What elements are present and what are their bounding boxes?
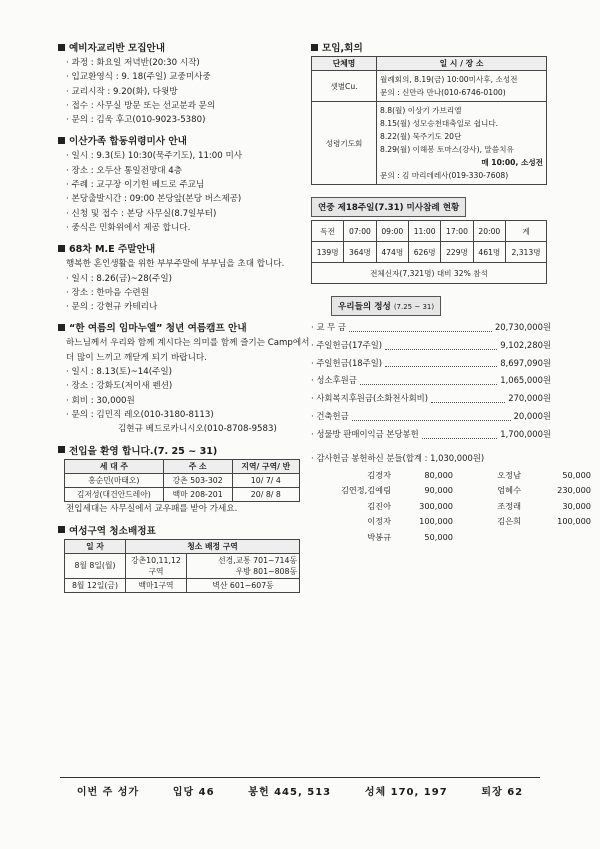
donor-name: 이정자 (367, 516, 391, 527)
section-title: 연중 제18주일(7.31) 미사참례 현황 (311, 197, 466, 217)
square-bullet-icon (58, 137, 65, 144)
list-item: · 일시 : 8.26(금)~28(주일) (66, 272, 310, 286)
fund-label: · 주일헌금(18주일) (311, 355, 382, 373)
table-cell-line: 선경,교통 701~714동 (218, 555, 297, 565)
list-item (311, 530, 453, 546)
donor-amount: 80,000 (424, 469, 453, 480)
donor-name: 김경자 (367, 469, 391, 480)
left-column (58, 40, 310, 599)
hymn-communion: 성체 170, 197 (364, 787, 448, 798)
square-bullet-icon (58, 446, 65, 453)
list-item (311, 408, 551, 426)
fund-amount: 1,700,000원 (500, 428, 551, 439)
table-cell: 백마1구역 (126, 578, 187, 592)
new-parishioners (58, 443, 310, 517)
group-name: 셋별Cu. (312, 71, 377, 102)
list-item: · 교리시작 : 9.20(화), 다윗방 (66, 85, 310, 99)
table-row (65, 473, 300, 487)
fund-amount: 8,697,090원 (500, 357, 551, 368)
hymn-offertory: 봉헌 445, 513 (248, 787, 332, 798)
list-item (461, 514, 591, 530)
square-bullet-icon (58, 526, 65, 533)
table-cell-line: 우방 801~808동 (235, 566, 297, 576)
meetings-table (311, 56, 547, 185)
list-item: · 주례 : 교구장 이기헌 베드로 주교님 (66, 178, 310, 192)
list-item (311, 337, 551, 355)
youth-camp-notice (58, 320, 310, 436)
table-cell: 474명 (376, 242, 408, 263)
section-title: 이산가족 합동위령미사 안내 (69, 136, 187, 148)
catechumen-notice (58, 40, 310, 127)
attendance-summary: 전체신자(7,321명) 대비 32% 참석 (312, 263, 547, 284)
list-item: · 문의 : 김민직 레오(010-3180-8113) (66, 408, 310, 422)
table-cell: 139명 (312, 242, 344, 263)
hymn-recessional: 퇴장 62 (481, 787, 524, 798)
list-item (311, 372, 551, 390)
memorial-mass-notice (58, 133, 310, 235)
list-item (311, 483, 453, 499)
meeting-line: 8.8(월) 이상기 가브리엘 (380, 106, 462, 115)
table-cell: 홍순민(마태오) (65, 473, 164, 487)
donor-name: 김연정,김예림 (340, 485, 391, 496)
list-item: · 입교환영식 : 9. 18(주일) 교중미사중 (66, 70, 310, 84)
meeting-line: 8.15(월) 성모승천대축일로 쉽니다. (380, 119, 499, 128)
fund-amount: 9,102,280원 (500, 339, 551, 350)
list-item (311, 468, 453, 484)
thanks-offerings (311, 452, 591, 548)
group-name: 성령기도회 (312, 102, 377, 185)
fund-label: · 성소후원금 (311, 372, 357, 390)
fund-label: · 교 무 금 (311, 319, 346, 337)
table-row (65, 487, 300, 501)
hymn-footer (60, 783, 540, 798)
list-item (311, 514, 453, 530)
table-cell: 10/ 7/ 4 (232, 473, 299, 487)
column-header: 일 자 (65, 539, 126, 553)
cleaning-schedule (58, 523, 310, 593)
donor-amount: 50,000 (424, 531, 453, 542)
donor-name: 박봉규 (367, 531, 391, 542)
table-cell: 229명 (441, 242, 473, 263)
contact-line: 김현규 베드로카니시오(010-8708-9583) (118, 424, 277, 435)
table-cell: 20/ 8/ 8 (232, 487, 299, 501)
section-title: 전입을 환영 합니다.(7. 25 ~ 31) (69, 445, 218, 457)
column-header: 독전 (312, 221, 344, 242)
square-bullet-icon (58, 324, 65, 331)
square-bullet-icon (311, 44, 318, 51)
section-title: 여성구역 청소배정표 (69, 525, 156, 537)
hymn-entrance: 입당 46 (172, 787, 215, 798)
section-title: 68차 M.E 주말안내 (69, 244, 156, 256)
list-item (461, 499, 591, 515)
table-cell: 벽산 601~607동 (187, 578, 300, 592)
table-cell: 김저성(대건안드레아) (65, 487, 164, 501)
table-cell: 강촌10,11,12 구역 (126, 553, 187, 578)
donor-name: 엄혜수 (497, 485, 521, 496)
column-header: 20:00 (473, 221, 505, 242)
column-header: 09:00 (376, 221, 408, 242)
table-cell: 364명 (344, 242, 376, 263)
donor-amount: 50,000 (562, 469, 591, 480)
donor-amount: 230,000 (557, 485, 591, 496)
fund-amount: 20,000원 (513, 410, 551, 421)
section-title: “한 여름의 임마누엘” 청년 여름캠프 안내 (69, 323, 247, 335)
donor-name: 조정래 (497, 500, 521, 511)
table-row (312, 102, 547, 185)
table-cell: 강촌 503-302 (163, 473, 232, 487)
table-cell: 8월 8일(월) (65, 553, 126, 578)
fund-amount: 20,730,000원 (494, 322, 551, 332)
list-item: · 장소 : 오두산 통일전망대 4층 (66, 164, 310, 178)
section-title: 모임,회의 (322, 43, 363, 54)
list-item: · 장소 : 한마음 수련원 (66, 286, 310, 300)
square-bullet-icon (58, 44, 65, 51)
fund-label: · 건축헌금 (311, 408, 349, 426)
table-row (65, 553, 300, 578)
list-item: · 접수 : 사무실 방문 또는 선교분과 문의 (66, 99, 310, 113)
list-item: · 일시 : 8.13(토)~14(주일) (66, 365, 310, 379)
attendance-table (311, 220, 547, 284)
list-item: · 장소 : 강화도(저이새 펜션) (66, 379, 310, 393)
thanks-heading: · 감사헌금 봉헌하신 분들(합계 : 1,030,000원) (311, 452, 485, 463)
column-header: 주 소 (163, 459, 232, 473)
list-item (311, 390, 551, 408)
table-row (312, 242, 547, 263)
meetings-section (311, 40, 551, 185)
table-row (65, 578, 300, 592)
fund-label: · 사회복지후원금(소화천사회비) (311, 390, 428, 408)
square-bullet-icon (58, 245, 65, 252)
column-header: 11:00 (408, 221, 440, 242)
donor-amount: 90,000 (424, 485, 453, 496)
list-item (461, 483, 591, 499)
donor-name: 김은희 (497, 516, 521, 527)
table-cell: 백마 208-201 (163, 487, 232, 501)
donor-amount: 30,000 (562, 500, 591, 511)
list-item: · 문의 : 강현규 카테리나 (66, 300, 310, 314)
section-title: 우리들의 정성 (338, 302, 391, 312)
column-header: 청소 배정 구역 (126, 539, 300, 553)
footer-divider (60, 777, 540, 778)
list-item (311, 319, 551, 337)
new-parishioners-table (64, 459, 300, 502)
fund-amount: 270,000원 (508, 393, 551, 404)
me-weekend-notice (58, 241, 310, 314)
section-intro: 하느님께서 우리와 함께 계시다는 의미를 함께 즐기는 Camp에서 더 많이 느끼고 깨닫게 되기 바랍니다. (66, 338, 310, 363)
section-title: 예비자교리반 모집안내 (69, 43, 166, 54)
fund-label: · 주일헌금(17주일) (311, 337, 382, 355)
meeting-line: 월례회의, 8.19(금) 10:00미사후, 소성전 (380, 75, 518, 84)
column-header: 지역/ 구역/ 반 (232, 459, 299, 473)
column-header: 일 시 / 장 소 (377, 57, 547, 71)
column-header: 세 대 주 (65, 459, 164, 473)
section-period: (7.25 ~ 31) (393, 303, 435, 311)
table-cell: 8월 12일(금) (65, 578, 126, 592)
meeting-line: 문의 : 신만라 만나(010-6746-0100) (380, 88, 506, 97)
donor-amount: 300,000 (419, 500, 453, 511)
list-item: · 일시 : 9.3(토) 10:30(묵주기도), 11:00 미사 (66, 149, 310, 163)
list-item (461, 468, 591, 484)
table-cell: 2,313명 (506, 242, 547, 263)
right-column (311, 40, 591, 554)
table-row (312, 263, 547, 284)
cleaning-table (64, 539, 300, 593)
meeting-time: 매 10:00, 소성전 (481, 158, 543, 167)
list-item: · 회비 : 30,000원 (66, 394, 310, 408)
section-title-box (331, 296, 441, 316)
table-note: 전입세대는 사무실에서 교우패를 받아 가세요. (66, 503, 238, 514)
footer-label: 이번 주 성가 (76, 787, 140, 798)
list-item (311, 426, 551, 444)
list-item: · 본당출발시간 : 09:00 본당앞(본당 버스제공) (66, 192, 310, 206)
donor-name: 오정남 (497, 469, 521, 480)
donor-amount: 100,000 (557, 516, 591, 527)
table-cell: 626명 (408, 242, 440, 263)
list-item: · 과정 : 화요일 저녁반(20:30 시작) (66, 56, 310, 70)
fund-label: · 성물방 판매이익금 본당봉헌 (311, 426, 419, 444)
table-row (312, 71, 547, 102)
column-header: 07:00 (344, 221, 376, 242)
fund-amount: 1,065,000원 (500, 375, 551, 386)
table-cell: 461명 (473, 242, 505, 263)
column-header: 17:00 (441, 221, 473, 242)
meeting-line: 8.29(월) 이해봉 토마스(강사), 말씀치유 (380, 145, 514, 154)
offerings-section (311, 290, 551, 444)
column-header: 계 (506, 221, 547, 242)
section-intro: 행복한 혼인생활을 위한 부부주말에 부부님을 초대 합니다. (66, 259, 285, 270)
list-item: · 중식은 민화위에서 제공 합니다. (66, 221, 310, 235)
donor-name: 김진아 (367, 500, 391, 511)
list-item (311, 355, 551, 373)
list-item (311, 499, 453, 515)
attendance-section (311, 191, 551, 284)
list-item: · 신청 및 접수 : 본당 사무실(8.7일부터) (66, 207, 310, 221)
donor-amount: 100,000 (419, 516, 453, 527)
meeting-contact: 문의 : 김 마리데레사(019-330-7608) (380, 171, 509, 180)
column-header: 단체명 (312, 57, 377, 71)
list-item: · 문의 : 김욱 후고(010-9023-5380) (66, 113, 310, 127)
meeting-line: 8.22(월) 묵주기도 20단 (380, 132, 462, 141)
